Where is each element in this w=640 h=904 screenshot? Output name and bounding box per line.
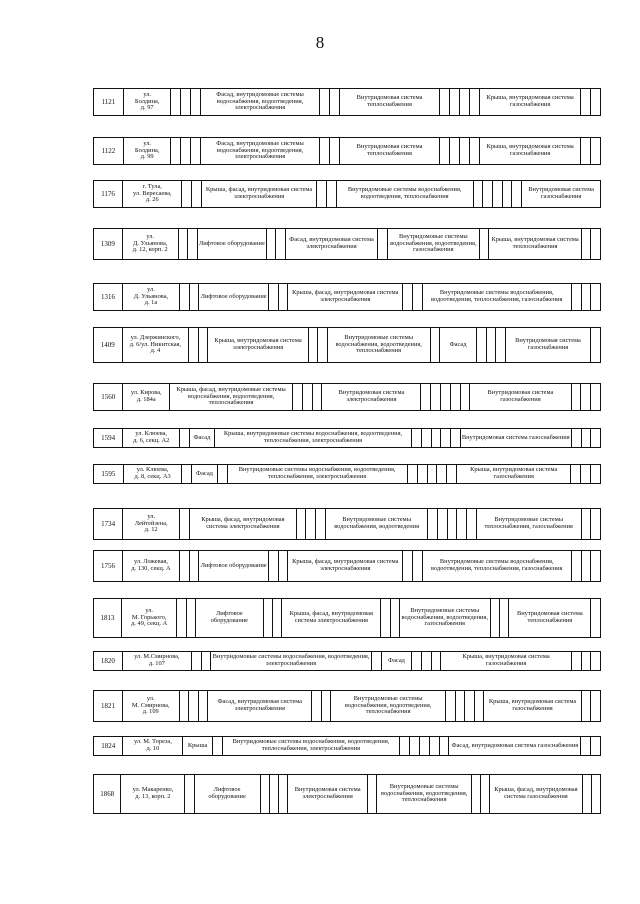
house-number-cell: 1821: [94, 691, 123, 722]
empty-cell: [180, 429, 190, 448]
empty-cell: [419, 737, 429, 756]
empty-cell: [171, 89, 181, 116]
empty-cell: [198, 691, 208, 722]
work-type-cell: Внутридомовые системы водоснабжения, водоотведения: [325, 509, 427, 540]
empty-cell: [179, 284, 189, 311]
house-number-cell: 1122: [94, 138, 124, 165]
empty-cell: [572, 652, 582, 671]
empty-cell: [591, 599, 601, 638]
empty-cell: [179, 551, 189, 582]
empty-cell: [571, 551, 581, 582]
empty-cell: [493, 181, 503, 208]
work-type-cell: Крыша, внутридомовая система газоснабжения: [457, 465, 571, 484]
empty-cell: [470, 89, 480, 116]
house-number-cell: 1409: [94, 328, 123, 363]
work-type-cell: ул. М. Смирнова, д. 109: [122, 691, 179, 722]
work-type-cell: ул. Дзержинского, д. 6/ул. Никитская, д. 4: [122, 328, 189, 363]
empty-cell: [582, 775, 591, 814]
empty-cell: [421, 429, 431, 448]
empty-cell: [580, 138, 590, 165]
empty-cell: [273, 599, 282, 638]
empty-cell: [590, 138, 600, 165]
empty-cell: [591, 509, 601, 540]
empty-cell: [447, 509, 457, 540]
empty-cell: [581, 509, 591, 540]
empty-cell: [450, 138, 460, 165]
empty-cell: [181, 89, 191, 116]
empty-cell: [581, 551, 591, 582]
empty-cell: [312, 384, 322, 411]
table-row: [93, 651, 601, 671]
empty-cell: [421, 384, 431, 411]
work-type-cell: Внутридомовые системы водоснабжения, водоотведения, теплоснабжения, электроснабжения: [227, 465, 407, 484]
empty-cell: [591, 775, 600, 814]
table-row: [93, 327, 601, 363]
work-type-cell: Крыша, внутридомовые системы водоснабжения, водоотведения, теплоснабжения, электроснабжения: [214, 429, 411, 448]
empty-cell: [591, 229, 601, 260]
house-number-cell: 1734: [94, 509, 123, 540]
empty-cell: [178, 229, 188, 260]
work-type-cell: Крыша, внутридомовая система газоснабжения: [484, 691, 581, 722]
empty-cell: [421, 652, 431, 671]
work-type-cell: Внутридомовая система теплоснабжения: [339, 138, 440, 165]
empty-cell: [319, 138, 329, 165]
empty-cell: [188, 229, 198, 260]
empty-cell: [430, 328, 440, 363]
work-type-cell: ул. Клюева, д. 8, секц. А3: [123, 465, 182, 484]
empty-cell: [502, 181, 512, 208]
empty-cell: [407, 465, 417, 484]
work-type-cell: Крыша: [183, 737, 212, 756]
work-type-cell: Внутридомовая система теплоснабжения: [509, 599, 591, 638]
house-number-cell: 1824: [94, 737, 123, 756]
work-type-cell: Внутридомовая система газоснабжения: [470, 384, 571, 411]
empty-cell: [317, 181, 327, 208]
empty-cell: [417, 465, 427, 484]
empty-cell: [590, 465, 600, 484]
empty-cell: [192, 181, 202, 208]
empty-cell: [431, 384, 441, 411]
work-type-cell: Фасад, внутридомовая система электроснабжения: [285, 229, 377, 260]
work-type-cell: Фасад: [192, 465, 217, 484]
work-type-cell: ул. Д. Ульянова, д. 1а: [123, 284, 180, 311]
empty-cell: [212, 737, 222, 756]
work-type-cell: Крыша, внутридомовая система электроснабжения: [208, 328, 309, 363]
empty-cell: [490, 599, 499, 638]
empty-cell: [296, 509, 306, 540]
empty-cell: [177, 599, 186, 638]
work-type-cell: ул. Ложевая, д. 130, секц. А: [123, 551, 180, 582]
empty-cell: [481, 775, 490, 814]
empty-cell: [201, 652, 211, 671]
work-type-cell: Лифтовое оборудование: [194, 775, 260, 814]
work-type-cell: ул. Макаренко, д. 13, корп. 2: [121, 775, 185, 814]
empty-cell: [381, 599, 390, 638]
table-row: [93, 690, 601, 722]
empty-cell: [591, 551, 601, 582]
work-type-cell: Крыша, фасад, внутридомовая система газоснабжения: [490, 775, 582, 814]
house-number-cell: 1820: [94, 652, 123, 671]
empty-cell: [441, 429, 451, 448]
empty-cell: [441, 384, 451, 411]
work-type-cell: Фасад, внутридомовые системы водоснабжения, водоотведения, электроснабжения: [201, 138, 319, 165]
table-row: [93, 736, 601, 756]
empty-cell: [445, 691, 455, 722]
empty-cell: [429, 737, 439, 756]
empty-cell: [581, 384, 591, 411]
work-type-cell: Крыша, фасад, внутридомовая система электроснабжения: [288, 551, 403, 582]
empty-cell: [571, 384, 581, 411]
work-type-cell: Внутридомовые системы теплоснабжения, газоснабжения: [476, 509, 581, 540]
work-type-cell: Внутридомовые системы водоснабжения, водоотведения, электроснабжения: [211, 652, 372, 671]
empty-cell: [378, 229, 388, 260]
work-type-cell: Лифтовое оборудование: [197, 229, 266, 260]
work-type-cell: Крыша, внутридомовая система газоснабжения: [480, 89, 581, 116]
work-type-cell: Крыша, фасад, внутридомовая система электроснабжения: [190, 509, 297, 540]
empty-cell: [400, 737, 410, 756]
empty-cell: [329, 138, 339, 165]
work-type-cell: ул. М.Смирнова, д. 107: [122, 652, 191, 671]
empty-cell: [371, 652, 381, 671]
house-number-cell: 1309: [94, 229, 123, 260]
empty-cell: [465, 691, 475, 722]
empty-cell: [440, 138, 450, 165]
work-type-cell: ул. Клюева, д. 6, секц. А2: [123, 429, 180, 448]
empty-cell: [440, 89, 450, 116]
empty-cell: [306, 509, 316, 540]
work-type-cell: Фасад, внутридомовая система электроснабжения: [208, 691, 312, 722]
empty-cell: [439, 737, 449, 756]
empty-cell: [412, 429, 422, 448]
work-type-cell: Фасад: [381, 652, 412, 671]
work-type-cell: Внутридомовые системы водоснабжения, водоотведения, теплоснабжения: [336, 181, 473, 208]
empty-cell: [312, 691, 322, 722]
empty-cell: [278, 284, 288, 311]
table-row: [93, 88, 601, 116]
work-type-cell: Лифтовое оборудование: [199, 551, 269, 582]
work-type-cell: ул. Кирова, д. 184а: [123, 384, 170, 411]
empty-cell: [293, 384, 303, 411]
empty-cell: [316, 509, 326, 540]
table-row: [93, 228, 601, 260]
table-row: [93, 180, 601, 208]
empty-cell: [496, 328, 506, 363]
work-type-cell: Внутридомовая система теплоснабжения: [339, 89, 440, 116]
empty-cell: [318, 328, 328, 363]
empty-cell: [189, 328, 199, 363]
house-number-cell: 1176: [94, 181, 123, 208]
empty-cell: [451, 429, 461, 448]
empty-cell: [581, 229, 591, 260]
work-type-cell: Крыша, внутридомовая система газоснабжения: [441, 652, 572, 671]
table-row: [93, 428, 601, 448]
empty-cell: [269, 284, 279, 311]
empty-cell: [266, 229, 276, 260]
empty-cell: [590, 89, 600, 116]
empty-cell: [427, 465, 437, 484]
empty-cell: [460, 138, 470, 165]
table-row: [93, 774, 601, 814]
empty-cell: [438, 509, 448, 540]
empty-cell: [591, 328, 601, 363]
table-row: [93, 464, 601, 484]
empty-cell: [591, 691, 601, 722]
table-row: [93, 598, 601, 638]
empty-cell: [467, 509, 477, 540]
empty-cell: [431, 429, 441, 448]
empty-cell: [581, 465, 591, 484]
work-type-cell: Крыша, фасад, внутридомовая система электроснабжения: [282, 599, 381, 638]
work-type-cell: Фасад, внутридомовая система газоснабжения: [449, 737, 581, 756]
empty-cell: [276, 229, 286, 260]
empty-cell: [217, 465, 227, 484]
empty-cell: [428, 509, 438, 540]
empty-cell: [191, 138, 201, 165]
empty-cell: [457, 509, 467, 540]
work-type-cell: Фасад, внутридомовые системы водоснабжения, водоотведения, электроснабжения: [201, 89, 319, 116]
work-type-cell: Крыша, внутридомовая система газоснабжения: [480, 138, 581, 165]
work-type-cell: Фасад: [190, 429, 215, 448]
empty-cell: [571, 284, 581, 311]
empty-cell: [591, 652, 601, 671]
empty-cell: [591, 284, 601, 311]
empty-cell: [182, 181, 192, 208]
empty-cell: [431, 652, 441, 671]
empty-cell: [189, 551, 199, 582]
empty-cell: [471, 775, 480, 814]
work-type-cell: Внутридомовые системы водоснабжения, водоотведения, газоснабжения: [399, 599, 490, 638]
empty-cell: [581, 429, 591, 448]
table-row: [93, 550, 601, 582]
house-number-cell: 1560: [94, 384, 123, 411]
empty-cell: [581, 691, 591, 722]
work-type-cell: Крыша, фасад, внутридомовые системы водоснабжения, водоотведения, теплоснабжения: [170, 384, 293, 411]
house-number-cell: 1868: [94, 775, 121, 814]
house-number-cell: 1756: [94, 551, 123, 582]
work-type-cell: Внутридомовая система газоснабжения: [460, 429, 571, 448]
work-type-cell: Крыша, фасад, внутридомовая система электроснабжения: [201, 181, 316, 208]
empty-cell: [483, 181, 493, 208]
house-number-cell: 1594: [94, 429, 123, 448]
empty-cell: [474, 691, 484, 722]
empty-cell: [189, 284, 199, 311]
empty-cell: [486, 328, 496, 363]
empty-cell: [185, 775, 194, 814]
empty-cell: [278, 775, 287, 814]
empty-cell: [278, 551, 288, 582]
empty-cell: [410, 737, 420, 756]
work-type-cell: Внутридомовые системы водоснабжения, водоотведения, теплоснабжения, электроснабжения: [222, 737, 400, 756]
work-type-cell: Фасад: [440, 328, 477, 363]
work-type-cell: Внутридомовые системы водоснабжения, водоотведения, газоснабжения: [387, 229, 479, 260]
empty-cell: [302, 384, 312, 411]
work-type-cell: Лифтовое оборудование: [199, 284, 269, 311]
empty-cell: [191, 89, 201, 116]
empty-cell: [460, 89, 470, 116]
work-type-cell: Внутридомовые системы водоснабжения, водоотведения, теплоснабжения, газоснабжения: [422, 551, 571, 582]
empty-cell: [512, 181, 522, 208]
empty-cell: [326, 181, 336, 208]
empty-cell: [473, 181, 483, 208]
empty-cell: [455, 691, 465, 722]
work-type-cell: Внутридомовая система газоснабжения: [522, 181, 601, 208]
empty-cell: [321, 691, 331, 722]
empty-cell: [329, 89, 339, 116]
work-type-cell: Внутридомовая система электроснабжения: [322, 384, 421, 411]
work-type-cell: Внутридомовые системы водоснабжения, водоотведения, теплоснабжения: [377, 775, 471, 814]
empty-cell: [591, 737, 601, 756]
table-row: [93, 137, 601, 165]
empty-cell: [171, 138, 181, 165]
empty-cell: [412, 284, 422, 311]
work-type-cell: ул. М. Горького, д. 49, секц. А: [122, 599, 177, 638]
empty-cell: [260, 775, 269, 814]
empty-cell: [571, 465, 581, 484]
empty-cell: [477, 328, 487, 363]
work-type-cell: Лифтовое оборудование: [195, 599, 263, 638]
empty-cell: [180, 509, 190, 540]
empty-cell: [319, 89, 329, 116]
table-row: [93, 508, 601, 540]
work-type-cell: ул. Болдина, д. 99: [123, 138, 171, 165]
work-type-cell: Внутридомовые системы водоснабжения, водоотведения, теплоснабжения: [327, 328, 430, 363]
empty-cell: [581, 652, 591, 671]
empty-cell: [269, 775, 278, 814]
empty-cell: [186, 599, 195, 638]
work-type-cell: ул. Д. Ульянова, д. 12, корп. 2: [122, 229, 178, 260]
empty-cell: [390, 599, 399, 638]
empty-cell: [403, 284, 413, 311]
empty-cell: [368, 775, 377, 814]
work-type-cell: Крыша, внутридомовая система теплоснабжения: [489, 229, 581, 260]
table-row: [93, 383, 601, 411]
empty-cell: [479, 229, 489, 260]
work-type-cell: Внутридомовые системы водоснабжения, водоотведения, теплоснабжения: [331, 691, 445, 722]
empty-cell: [581, 284, 591, 311]
work-type-cell: Внутридомовая система газоснабжения: [505, 328, 591, 363]
empty-cell: [470, 138, 480, 165]
empty-cell: [580, 89, 590, 116]
house-number-cell: 1595: [94, 465, 124, 484]
empty-cell: [447, 465, 457, 484]
work-type-cell: Внутридомовая система электроснабжения: [288, 775, 368, 814]
empty-cell: [189, 691, 199, 722]
work-type-cell: Крыша, фасад, внутридомовая система электроснабжения: [288, 284, 403, 311]
empty-cell: [179, 691, 189, 722]
house-number-cell: 1316: [94, 284, 123, 311]
work-type-cell: ул. Болдина, д. 97: [123, 89, 171, 116]
work-type-cell: ул. Лейтейзена, д. 12: [123, 509, 180, 540]
empty-cell: [191, 652, 201, 671]
empty-cell: [198, 328, 208, 363]
empty-cell: [182, 465, 192, 484]
page-number: 8: [315, 33, 325, 52]
work-type-cell: ул. М. Тореза, д. 10: [123, 737, 183, 756]
work-type-cell: Внутридомовые системы водоснабжения, водоотведения, теплоснабжения, газоснабжения: [422, 284, 571, 311]
empty-cell: [499, 599, 508, 638]
empty-cell: [450, 384, 460, 411]
empty-cell: [571, 429, 581, 448]
empty-cell: [412, 652, 422, 671]
empty-cell: [450, 89, 460, 116]
empty-cell: [308, 328, 318, 363]
table-row: [93, 283, 601, 311]
empty-cell: [263, 599, 272, 638]
empty-cell: [591, 429, 601, 448]
empty-cell: [181, 138, 191, 165]
empty-cell: [269, 551, 279, 582]
empty-cell: [591, 384, 601, 411]
empty-cell: [403, 551, 413, 582]
empty-cell: [412, 551, 422, 582]
empty-cell: [460, 384, 470, 411]
house-number-cell: 1813: [94, 599, 122, 638]
empty-cell: [437, 465, 447, 484]
house-number-cell: 1121: [94, 89, 124, 116]
empty-cell: [581, 737, 591, 756]
work-type-cell: г. Тула, ул. Вересаева, д. 26: [123, 181, 182, 208]
